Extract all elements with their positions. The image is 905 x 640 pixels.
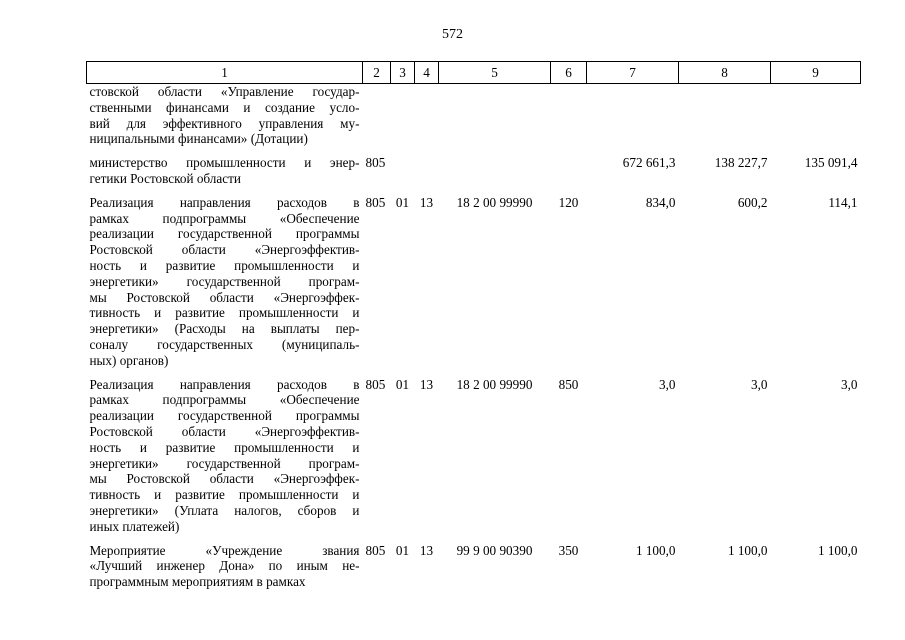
description-line: Реализация направления расходов в xyxy=(89,376,360,392)
description-line: тивность и развитие промышленности и xyxy=(89,305,360,321)
cell-expense-type: 350 xyxy=(558,542,579,558)
description-line: реализации государственной программы xyxy=(89,408,360,424)
description-line: энергетики» государственной програм- xyxy=(89,273,360,289)
table-row xyxy=(87,155,861,195)
cell-subsection xyxy=(415,155,439,195)
cell-section: 01 xyxy=(395,194,410,210)
cell-section: 01 xyxy=(395,376,410,392)
cell-amount-col9: 3,0 xyxy=(841,376,858,392)
cell-section xyxy=(391,84,415,156)
cell-amount-col7: 1 100,0 xyxy=(635,542,676,558)
cell-expense-type xyxy=(551,84,587,156)
cell-amount-col8: 600,2 xyxy=(737,194,768,210)
description-line: ность и развитие промышленности и xyxy=(89,439,360,455)
col-header-9: 9 xyxy=(771,62,861,84)
cell-admin-code: 805 xyxy=(365,376,386,392)
cell-amount-col7: 834,0 xyxy=(645,194,676,210)
description-line: энергетики» (Уплата налогов, сборов и xyxy=(89,502,360,518)
col-header-2: 2 xyxy=(363,62,391,84)
cell-amount-col9: 135 091,4 xyxy=(804,155,858,171)
row-description xyxy=(87,155,363,195)
row-description xyxy=(87,195,363,377)
cell-admin-code xyxy=(363,84,391,156)
cell-admin-code: 805 xyxy=(365,542,386,558)
table-row xyxy=(87,377,861,543)
page-number: 572 xyxy=(442,27,463,42)
description-line: вий для эффективного управления му- xyxy=(89,115,360,131)
description-line: Ростовской области «Энергоэффектив- xyxy=(89,423,360,439)
col-header-6: 6 xyxy=(551,62,587,84)
col-header-5: 5 xyxy=(439,62,551,84)
description-line: Мероприятие «Учреждение звания xyxy=(89,542,360,558)
description-line: мы Ростовской области «Энергоэффек- xyxy=(89,471,360,487)
cell-target-article xyxy=(439,155,551,195)
description-line: соналу государственных (муниципаль- xyxy=(89,336,360,352)
cell-target-article: 99 9 00 90390 xyxy=(456,542,533,558)
description-line: энергетики» государственной програм- xyxy=(89,455,360,471)
cell-admin-code: 805 xyxy=(365,194,386,210)
description-line: ных) органов) xyxy=(89,352,169,368)
row-description xyxy=(87,84,363,156)
cell-admin-code: 805 xyxy=(365,155,386,171)
cell-amount-col7: 3,0 xyxy=(659,376,676,392)
table-row xyxy=(87,195,861,377)
col-header-1: 1 xyxy=(87,62,363,84)
row-description xyxy=(87,543,363,598)
cell-expense-type xyxy=(551,155,587,195)
description-line: иных платежей) xyxy=(89,518,180,534)
description-line: Реализация направления расходов в xyxy=(89,194,360,210)
row-description xyxy=(87,377,363,543)
description-line: министерство промышленности и энер- xyxy=(89,155,360,171)
description-line: Ростовской области «Энергоэффектив- xyxy=(89,242,360,258)
table-row xyxy=(87,84,861,156)
description-line: рамках подпрограммы «Обеспечение xyxy=(89,210,360,226)
cell-amount-col8 xyxy=(679,84,771,156)
cell-subsection: 13 xyxy=(419,376,434,392)
description-line: ниципальными финансами» (Дотации) xyxy=(89,131,308,147)
description-line: рамках подпрограммы «Обеспечение xyxy=(89,392,360,408)
description-line: программным мероприятиям в рамках xyxy=(89,574,306,590)
header-row xyxy=(87,62,861,84)
cell-subsection xyxy=(415,84,439,156)
description-line: реализации государственной программы xyxy=(89,226,360,242)
cell-expense-type: 850 xyxy=(558,376,579,392)
cell-amount-col7 xyxy=(587,84,679,156)
cell-subsection: 13 xyxy=(419,194,434,210)
cell-amount-col8: 1 100,0 xyxy=(727,542,768,558)
description-line: тивность и развитие промышленности и xyxy=(89,487,360,503)
description-line: энергетики» (Расходы на выплаты пер- xyxy=(89,321,360,337)
description-line: ность и развитие промышленности и xyxy=(89,257,360,273)
cell-amount-col8: 3,0 xyxy=(751,376,768,392)
cell-target-article: 18 2 00 99990 xyxy=(456,194,533,210)
col-header-3: 3 xyxy=(391,62,415,84)
cell-section xyxy=(391,155,415,195)
description-line: гетики Ростовской области xyxy=(89,170,241,186)
cell-subsection: 13 xyxy=(419,542,434,558)
cell-section: 01 xyxy=(395,542,410,558)
col-header-7: 7 xyxy=(587,62,679,84)
description-line: стовской области «Управление государ- xyxy=(89,84,360,99)
cell-expense-type: 120 xyxy=(558,194,579,210)
col-header-4: 4 xyxy=(415,62,439,84)
cell-amount-col9: 114,1 xyxy=(828,194,858,210)
cell-amount-col9: 1 100,0 xyxy=(817,542,858,558)
cell-target-article xyxy=(439,84,551,156)
cell-amount-col7: 672 661,3 xyxy=(622,155,676,171)
description-line: «Лучший инженер Дона» по иным не- xyxy=(89,558,360,574)
cell-target-article: 18 2 00 99990 xyxy=(456,376,533,392)
description-line: ственными финансами и создание усло- xyxy=(89,99,360,115)
cell-amount-col8: 138 227,7 xyxy=(714,155,768,171)
col-header-8: 8 xyxy=(679,62,771,84)
description-line: мы Ростовской области «Энергоэффек- xyxy=(89,289,360,305)
cell-amount-col9 xyxy=(771,84,861,156)
table-row xyxy=(87,543,861,598)
budget-table xyxy=(86,61,861,598)
